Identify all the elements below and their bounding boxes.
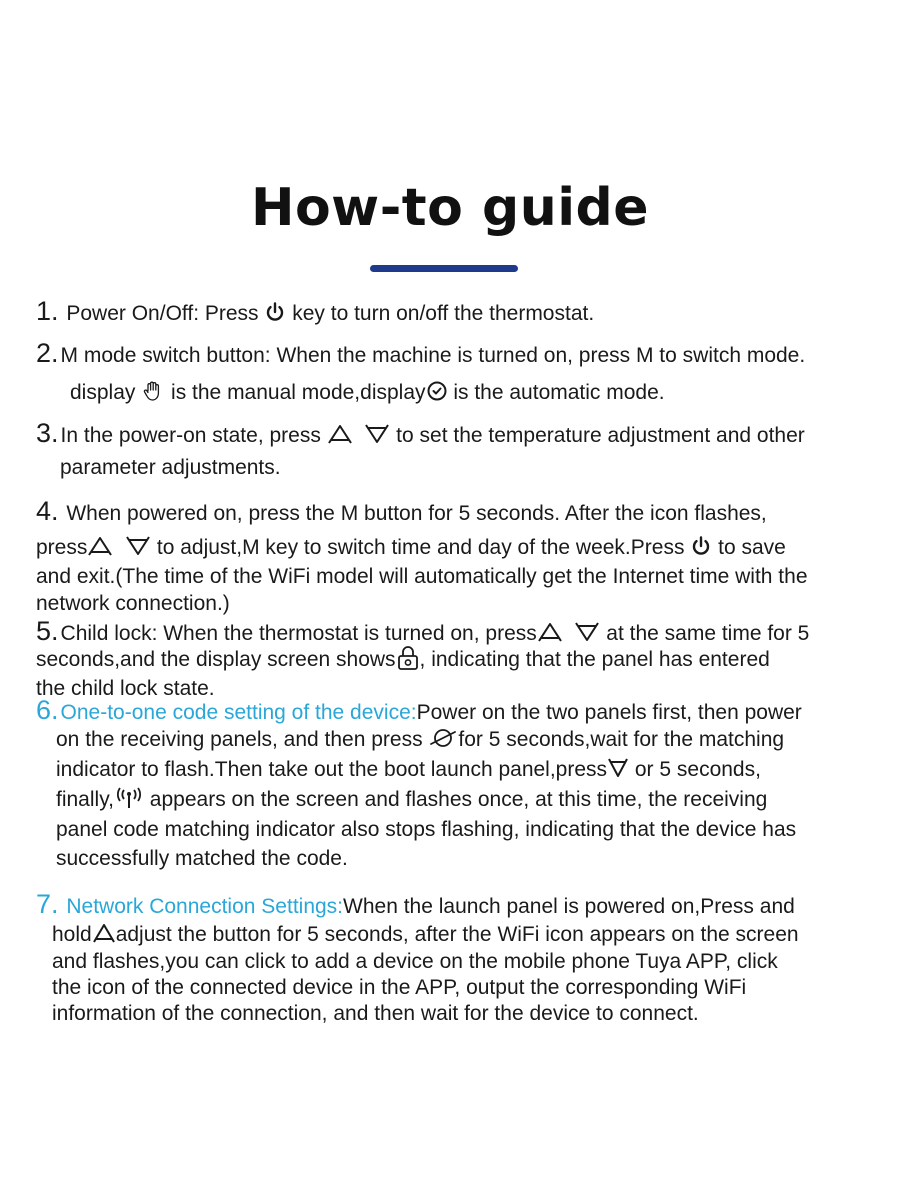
step-2-text-d: is the automatic mode. bbox=[447, 381, 665, 404]
lock-icon bbox=[396, 645, 420, 671]
step-1-text-a: Power On/Off: Press bbox=[60, 302, 265, 325]
step-1-text-b: key to turn on/off the thermostat. bbox=[286, 302, 595, 325]
step-7-text-c: adjust the button for 5 seconds, after the WiFi icon appears on the screen bbox=[115, 923, 799, 946]
signal-antenna-icon bbox=[114, 787, 144, 809]
step-4-text-e: and exit.(The time of the WiFi model will automatically get the Internet time with the bbox=[36, 565, 808, 588]
step-6-text-c: for 5 seconds,wait for the matching bbox=[458, 728, 785, 751]
step-6-text-i: successfully matched the code. bbox=[56, 847, 348, 870]
clock-icon bbox=[426, 380, 448, 402]
step-5-text-a: Child lock: When the thermostat is turned on, press bbox=[60, 622, 537, 645]
step-6-text-b: on the receiving panels, and then press bbox=[56, 728, 429, 751]
up-triangle-icon bbox=[92, 922, 116, 944]
up-triangle-icon bbox=[87, 535, 113, 557]
step-4-text-f: network connection.) bbox=[36, 592, 230, 615]
step-6-text-d: indicator to flash.Then take out the boot launch panel,press bbox=[56, 758, 608, 781]
step-7-line-4 bbox=[52, 975, 746, 1001]
step-7-text-f: information of the connection, and then wait for the device to connect. bbox=[52, 1002, 699, 1025]
step-6-line-3 bbox=[56, 757, 761, 783]
step-7-text-a: When the launch panel is powered on,Press and bbox=[343, 895, 795, 918]
step-5-text-c: seconds,and the display screen shows bbox=[36, 648, 396, 671]
step-7-number: 7. bbox=[36, 889, 59, 919]
step-2-text-b: display bbox=[70, 381, 142, 404]
step-3-number: 3. bbox=[36, 418, 59, 448]
step-6-heading: One-to-one code setting of the device: bbox=[60, 701, 417, 724]
down-triangle-icon bbox=[607, 757, 629, 779]
down-triangle-icon bbox=[125, 535, 151, 557]
step-1-line-1 bbox=[36, 298, 594, 327]
step-5-text-e: the child lock state. bbox=[36, 677, 215, 700]
step-7-heading: Network Connection Settings: bbox=[60, 895, 344, 918]
step-4-line-4 bbox=[36, 591, 230, 617]
step-5-line-2 bbox=[36, 647, 770, 673]
up-triangle-icon bbox=[537, 621, 563, 643]
step-7-line-2 bbox=[52, 922, 799, 948]
step-7-text-d: and flashes,you can click to add a device on the mobile phone Tuya APP, click bbox=[52, 950, 778, 973]
power-icon bbox=[690, 535, 712, 557]
step-7-line-3 bbox=[52, 949, 778, 975]
title-underline bbox=[370, 265, 518, 272]
step-2-line-2 bbox=[70, 380, 665, 406]
step-6-text-f: finally, bbox=[56, 788, 114, 811]
step-6-text-g: appears on the screen and flashes once, at this time, the receiving bbox=[143, 788, 768, 811]
step-4-line-1 bbox=[36, 498, 767, 527]
step-5-text-d: , indicating that the panel has entered bbox=[419, 648, 770, 671]
step-6-text-e: or 5 seconds, bbox=[629, 758, 761, 781]
step-6-number: 6. bbox=[36, 695, 59, 725]
page-title: How-to guide bbox=[250, 178, 650, 238]
step-4-number: 4. bbox=[36, 496, 59, 526]
step-3-text-b: to set the temperature adjustment and other bbox=[390, 424, 805, 447]
step-3-line-2 bbox=[60, 455, 281, 481]
step-5-text-b: at the same time for 5 bbox=[600, 622, 810, 645]
step-2-text-c: is the manual mode,display bbox=[165, 381, 426, 404]
step-5-number: 5. bbox=[36, 616, 59, 646]
step-2-line-1 bbox=[36, 340, 805, 369]
hand-icon bbox=[141, 379, 165, 403]
step-6-text-h: panel code matching indicator also stops flashing, indicating that the device has bbox=[56, 818, 797, 841]
step-6-line-4 bbox=[56, 787, 767, 813]
step-6-line-1 bbox=[36, 697, 802, 726]
step-7-text-b: hold bbox=[52, 923, 92, 946]
step-4-text-a: When powered on, press the M button for 5 seconds. After the icon flashes, bbox=[60, 502, 767, 525]
step-5-line-1 bbox=[36, 618, 809, 647]
step-3-text-a: In the power-on state, press bbox=[60, 424, 327, 447]
step-7-line-5 bbox=[52, 1001, 699, 1027]
step-6-line-6 bbox=[56, 846, 348, 872]
step-4-line-2 bbox=[36, 535, 786, 561]
step-4-text-d: to save bbox=[712, 536, 786, 559]
step-2-text-a: M mode switch button: When the machine is turned on, press M to switch mode. bbox=[60, 344, 806, 367]
step-4-text-c: to adjust,M key to switch time and day of the week.Press bbox=[151, 536, 691, 559]
power-icon bbox=[264, 301, 286, 323]
up-triangle-icon bbox=[327, 423, 353, 445]
step-7-line-1 bbox=[36, 891, 795, 920]
down-triangle-icon bbox=[364, 423, 390, 445]
step-7-text-e: the icon of the connected device in the APP, output the corresponding WiFi bbox=[52, 976, 747, 999]
step-3-text-c: parameter adjustments. bbox=[60, 456, 281, 479]
step-6-text-a: Power on the two panels first, then power bbox=[416, 701, 802, 724]
step-4-line-3 bbox=[36, 564, 808, 590]
pairing-icon bbox=[428, 727, 458, 749]
step-2-number: 2. bbox=[36, 338, 59, 368]
step-6-line-5 bbox=[56, 817, 796, 843]
step-6-line-2 bbox=[56, 727, 784, 753]
down-triangle-icon bbox=[574, 621, 600, 643]
step-1-number: 1. bbox=[36, 296, 59, 326]
step-3-line-1 bbox=[36, 420, 805, 449]
step-4-text-b: press bbox=[36, 536, 88, 559]
